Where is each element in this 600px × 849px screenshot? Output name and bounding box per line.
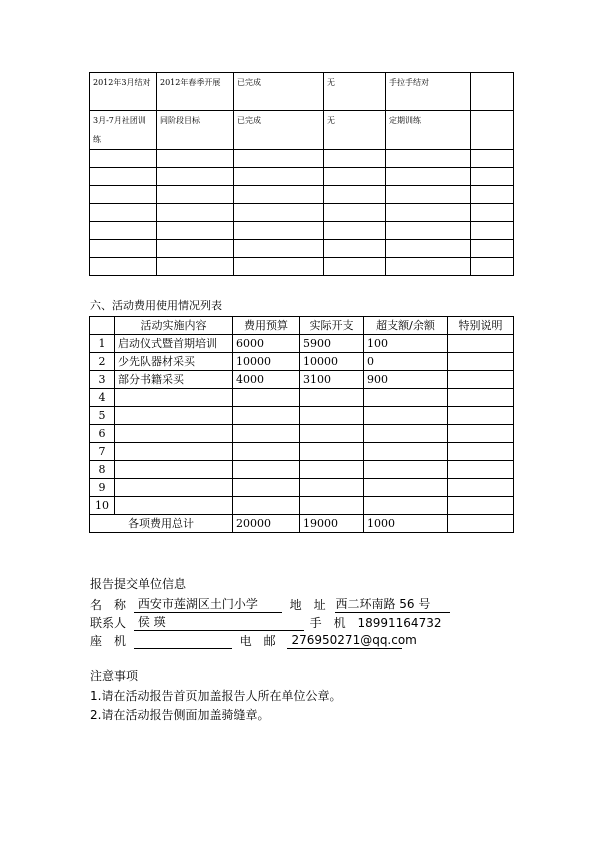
expense-cell-actual: 3100 [300,371,364,389]
progress-cell [386,168,471,186]
progress-row [90,222,514,240]
expense-cell-balance [364,443,448,461]
expense-cell-no: 3 [90,371,115,389]
progress-cell [324,222,386,240]
expense-cell-actual [300,425,364,443]
progress-cell [386,258,471,276]
progress-cell [471,150,514,168]
total-budget: 20000 [233,515,300,533]
expense-cell-budget: 10000 [233,353,300,371]
expense-total-row [90,515,514,533]
progress-cell [157,222,234,240]
progress-cell [471,204,514,222]
expense-cell-note [448,371,514,389]
progress-cell [234,150,324,168]
email-value: 276950271@qq.com [291,633,417,647]
contact-line [90,615,441,631]
progress-row [90,111,514,150]
progress-cell [324,204,386,222]
progress-cell [157,258,234,276]
expense-cell-content [115,425,233,443]
progress-cell: 无 [324,111,386,150]
progress-cell [157,204,234,222]
progress-cell: 已完成 [234,111,324,150]
expense-cell-budget [233,497,300,515]
address-field [335,597,450,613]
progress-cell [234,258,324,276]
progress-cell [471,258,514,276]
expense-cell-no: 1 [90,335,115,353]
expense-cell-content [115,461,233,479]
org-name-field [134,597,282,613]
expense-cell-actual [300,461,364,479]
progress-cell [386,150,471,168]
email-field [287,633,417,649]
expense-cell-actual [300,479,364,497]
progress-table [89,72,514,276]
expense-cell-no: 8 [90,461,115,479]
progress-cell: 手拉手结对 [386,73,471,111]
expense-cell-no: 10 [90,497,115,515]
expense-cell-balance [364,389,448,407]
progress-cell [471,111,514,150]
total-balance: 1000 [364,515,448,533]
progress-cell [90,222,157,240]
progress-cell [157,186,234,204]
expense-cell-budget: 6000 [233,335,300,353]
progress-cell [234,240,324,258]
expense-cell-budget [233,443,300,461]
expense-cell-content: 少先队器材采买 [115,353,233,371]
expense-cell-budget [233,389,300,407]
progress-cell: 定期训练 [386,111,471,150]
expense-table [89,316,514,533]
progress-cell [90,168,157,186]
progress-cell [90,150,157,168]
expense-cell-note [448,353,514,371]
expense-row [90,425,514,443]
expense-cell-note [448,497,514,515]
expense-row [90,461,514,479]
expense-cell-budget: 4000 [233,371,300,389]
progress-cell [471,73,514,111]
expense-cell-balance [364,461,448,479]
expense-cell-balance: 100 [364,335,448,353]
notes-title: 注意事项 [90,669,139,683]
progress-cell [386,222,471,240]
progress-cell [157,240,234,258]
expense-cell-no: 7 [90,443,115,461]
expense-cell-budget [233,461,300,479]
address-label: 地 址 [289,598,326,612]
progress-cell [234,186,324,204]
progress-row [90,168,514,186]
progress-cell: 2012年春季开展 [157,73,234,111]
expense-cell-content [115,389,233,407]
progress-cell: 3月-7月社团训练 [90,111,157,150]
expense-cell-budget [233,425,300,443]
expense-cell-actual [300,443,364,461]
progress-cell [471,186,514,204]
progress-cell [234,222,324,240]
expense-cell-content [115,497,233,515]
expense-cell-note [448,461,514,479]
expense-cell-note [448,389,514,407]
address-value: 西二环南路 56 号 [335,597,431,611]
total-note [448,515,514,533]
progress-cell [386,240,471,258]
progress-cell [324,168,386,186]
progress-cell [386,186,471,204]
expense-row [90,353,514,371]
expense-cell-budget [233,407,300,425]
expense-row [90,443,514,461]
header-content: 活动实施内容 [115,317,233,335]
expense-cell-no: 6 [90,425,115,443]
progress-cell [234,204,324,222]
expense-cell-no: 4 [90,389,115,407]
expense-cell-content [115,407,233,425]
expense-cell-actual [300,389,364,407]
progress-row [90,150,514,168]
progress-cell [471,240,514,258]
header-no [90,317,115,335]
progress-cell [386,204,471,222]
progress-cell: 2012年3月结对 [90,73,157,111]
progress-row [90,73,514,111]
progress-row [90,240,514,258]
progress-cell [90,240,157,258]
progress-cell: 同阶段目标 [157,111,234,150]
progress-cell [90,186,157,204]
expense-cell-note [448,407,514,425]
mobile-label: 手 机 [309,616,346,630]
expense-cell-note [448,443,514,461]
contact-value: 侯 瑛 [137,615,166,629]
expense-cell-no: 9 [90,479,115,497]
expense-cell-content: 启动仪式暨首期培训 [115,335,233,353]
note-item-1: 1.请在活动报告首页加盖报告人所在单位公章。 [90,689,342,703]
org-info-title: 报告提交单位信息 [90,577,187,591]
progress-cell [471,222,514,240]
expense-cell-actual [300,497,364,515]
progress-cell [324,150,386,168]
expense-cell-balance: 0 [364,353,448,371]
org-name-value: 西安市莲湖区土门小学 [137,597,258,611]
header-budget: 费用预算 [233,317,300,335]
expense-cell-no: 5 [90,407,115,425]
progress-row [90,204,514,222]
expense-row [90,389,514,407]
expense-row [90,407,514,425]
progress-cell [90,204,157,222]
progress-cell: 无 [324,73,386,111]
org-name-line [90,597,450,613]
progress-cell [157,150,234,168]
expense-cell-balance [364,425,448,443]
expense-cell-no: 2 [90,353,115,371]
expense-cell-actual: 5900 [300,335,364,353]
progress-row [90,258,514,276]
expense-header-row [90,317,514,335]
progress-cell [324,186,386,204]
expense-cell-balance [364,497,448,515]
header-actual: 实际开支 [300,317,364,335]
progress-cell [324,258,386,276]
progress-cell [157,168,234,186]
header-balance: 超支额/余额 [364,317,448,335]
contact-field [134,615,304,631]
expense-row [90,479,514,497]
note-item-2: 2.请在活动报告侧面加盖骑缝章。 [90,708,270,722]
expense-cell-note [448,479,514,497]
expense-row [90,497,514,515]
phone-field [134,648,232,649]
total-actual: 19000 [300,515,364,533]
progress-row [90,186,514,204]
expense-cell-budget [233,479,300,497]
email-label: 电 邮 [239,634,276,648]
expense-cell-balance [364,407,448,425]
progress-cell [471,168,514,186]
mobile-value: 18991164732 [357,616,442,630]
contact-label: 联系人 [90,616,127,630]
expense-cell-note [448,335,514,353]
expense-cell-actual: 10000 [300,353,364,371]
progress-cell: 已完成 [234,73,324,111]
progress-cell [324,240,386,258]
expense-row [90,371,514,389]
expense-row [90,335,514,353]
expense-cell-balance: 900 [364,371,448,389]
org-name-label: 名 称 [90,598,127,612]
header-note: 特别说明 [448,317,514,335]
expense-cell-content [115,479,233,497]
expense-cell-content [115,443,233,461]
expense-cell-note [448,425,514,443]
phone-line [90,633,417,649]
expense-cell-content: 部分书籍采买 [115,371,233,389]
total-label: 各项费用总计 [90,515,233,533]
progress-cell [90,258,157,276]
expense-cell-actual [300,407,364,425]
progress-cell [234,168,324,186]
expense-section-heading: 六、活动费用使用情况列表 [90,299,222,312]
expense-cell-balance [364,479,448,497]
phone-label: 座 机 [90,634,127,648]
